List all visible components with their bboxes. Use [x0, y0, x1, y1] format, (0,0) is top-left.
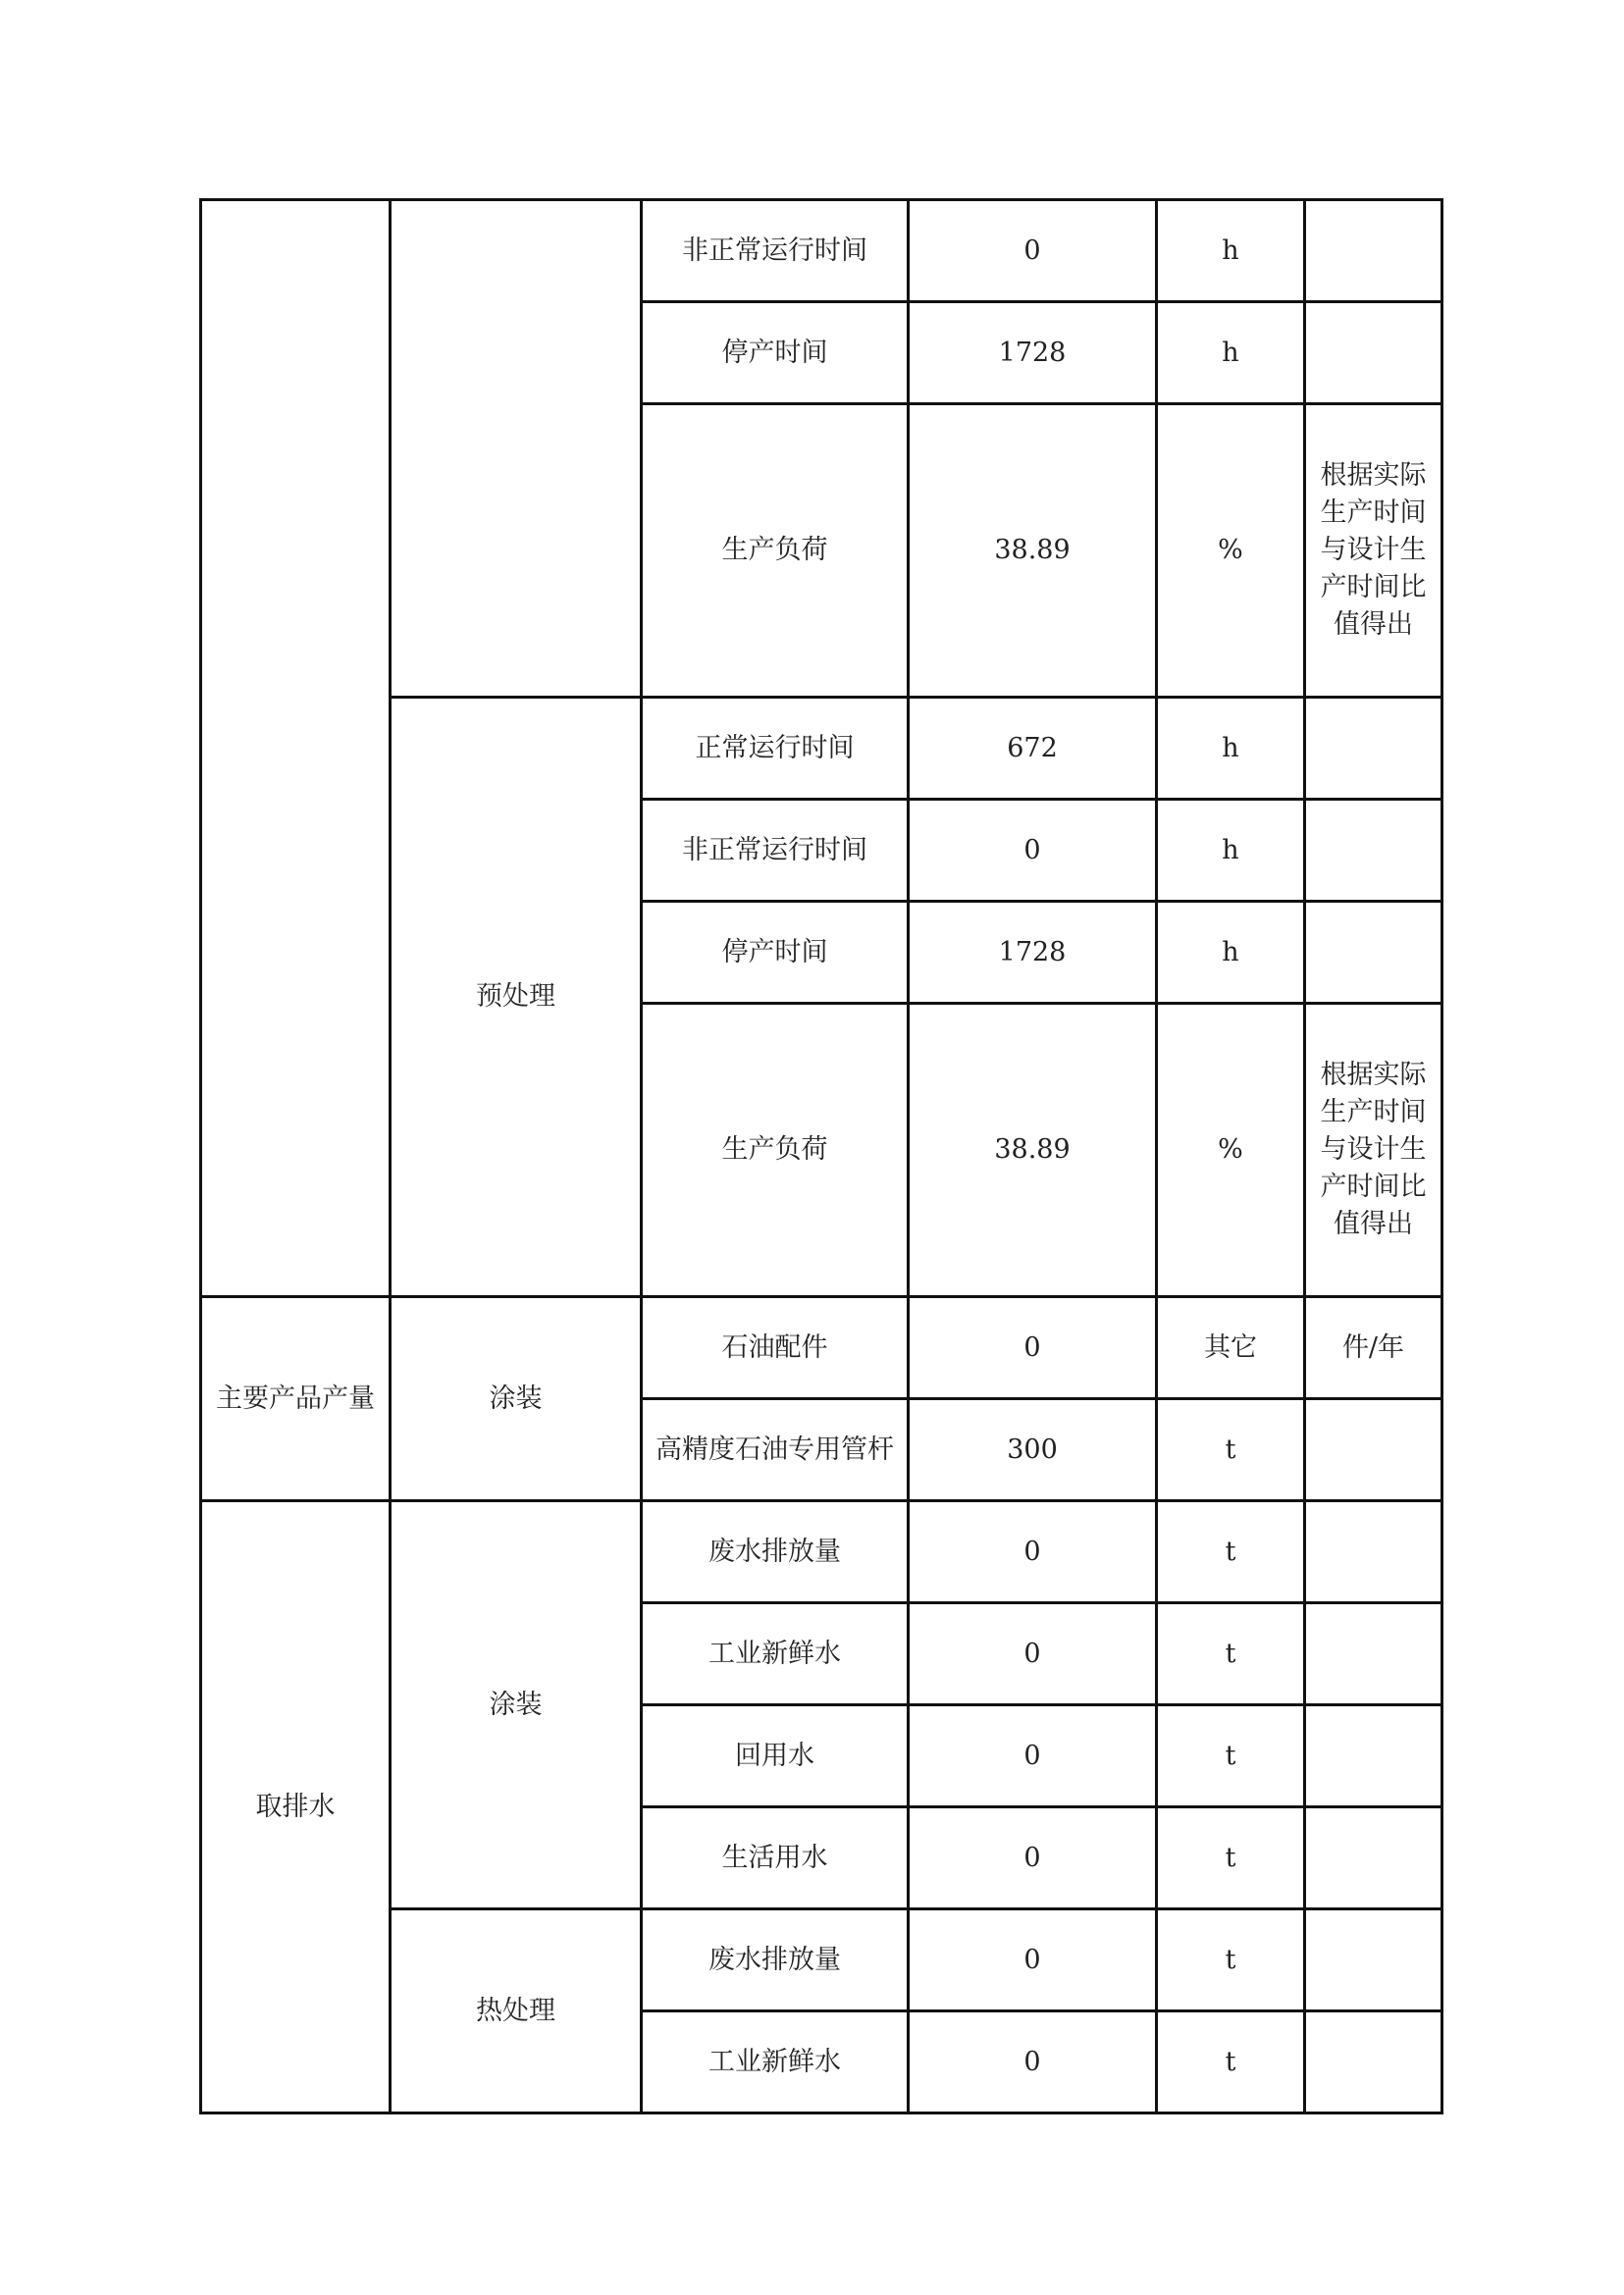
value-cell: 38.89: [909, 404, 1157, 698]
item-cell: 高精度石油专用管杆: [642, 1399, 909, 1501]
value-cell: 0: [909, 1807, 1157, 1909]
process-cell: 涂装: [391, 1501, 642, 1909]
category-cell-empty: [201, 200, 391, 1297]
value-cell: 0: [909, 200, 1157, 302]
value-cell: 1728: [909, 302, 1157, 404]
item-cell: 生产负荷: [642, 1004, 909, 1297]
production-data-table: [199, 198, 1443, 2114]
table-row: [201, 1501, 1442, 1603]
note-cell: [1305, 1603, 1442, 1705]
item-cell: 石油配件: [642, 1297, 909, 1399]
value-cell: 1728: [909, 902, 1157, 1004]
note-cell: [1305, 1807, 1442, 1909]
note-cell: [1305, 1705, 1442, 1807]
unit-cell: h: [1157, 698, 1305, 800]
unit-cell: t: [1157, 1909, 1305, 2011]
note-cell: 根据实际生产时间与设计生产时间比值得出: [1305, 1004, 1442, 1297]
item-cell: 废水排放量: [642, 1501, 909, 1603]
value-cell: 0: [909, 1297, 1157, 1399]
value-cell: 0: [909, 800, 1157, 902]
category-cell: 取排水: [201, 1501, 391, 2113]
value-cell: 672: [909, 698, 1157, 800]
note-cell: [1305, 1501, 1442, 1603]
note-cell: [1305, 1909, 1442, 2011]
item-cell: 停产时间: [642, 902, 909, 1004]
item-cell: 生活用水: [642, 1807, 909, 1909]
item-cell: 回用水: [642, 1705, 909, 1807]
value-cell: 300: [909, 1399, 1157, 1501]
unit-cell: %: [1157, 1004, 1305, 1297]
item-cell: 正常运行时间: [642, 698, 909, 800]
note-cell: [1305, 698, 1442, 800]
process-cell-empty: [391, 200, 642, 698]
process-cell: 涂装: [391, 1297, 642, 1501]
value-cell: 0: [909, 1603, 1157, 1705]
note-cell: [1305, 2011, 1442, 2113]
note-cell: [1305, 302, 1442, 404]
unit-cell: t: [1157, 1501, 1305, 1603]
unit-cell: h: [1157, 800, 1305, 902]
unit-cell: h: [1157, 902, 1305, 1004]
item-cell: 停产时间: [642, 302, 909, 404]
note-cell: [1305, 902, 1442, 1004]
table-row: [201, 1297, 1442, 1399]
note-cell: 件/年: [1305, 1297, 1442, 1399]
value-cell: 0: [909, 1501, 1157, 1603]
unit-cell: t: [1157, 1399, 1305, 1501]
value-cell: 0: [909, 1705, 1157, 1807]
value-cell: 0: [909, 1909, 1157, 2011]
note-cell: [1305, 200, 1442, 302]
value-cell: 38.89: [909, 1004, 1157, 1297]
note-cell: 根据实际生产时间与设计生产时间比值得出: [1305, 404, 1442, 698]
item-cell: 非正常运行时间: [642, 800, 909, 902]
value-cell: 0: [909, 2011, 1157, 2113]
unit-cell: t: [1157, 1807, 1305, 1909]
item-cell: 废水排放量: [642, 1909, 909, 2011]
unit-cell: h: [1157, 200, 1305, 302]
unit-cell: t: [1157, 2011, 1305, 2113]
process-cell: 预处理: [391, 698, 642, 1297]
unit-cell: h: [1157, 302, 1305, 404]
item-cell: 非正常运行时间: [642, 200, 909, 302]
item-cell: 生产负荷: [642, 404, 909, 698]
unit-cell: t: [1157, 1603, 1305, 1705]
item-cell: 工业新鲜水: [642, 1603, 909, 1705]
note-cell: [1305, 800, 1442, 902]
unit-cell: t: [1157, 1705, 1305, 1807]
table-row: [201, 200, 1442, 302]
unit-cell: %: [1157, 404, 1305, 698]
process-cell: 热处理: [391, 1909, 642, 2113]
note-cell: [1305, 1399, 1442, 1501]
item-cell: 工业新鲜水: [642, 2011, 909, 2113]
unit-cell: 其它: [1157, 1297, 1305, 1399]
category-cell: 主要产品产量: [201, 1297, 391, 1501]
